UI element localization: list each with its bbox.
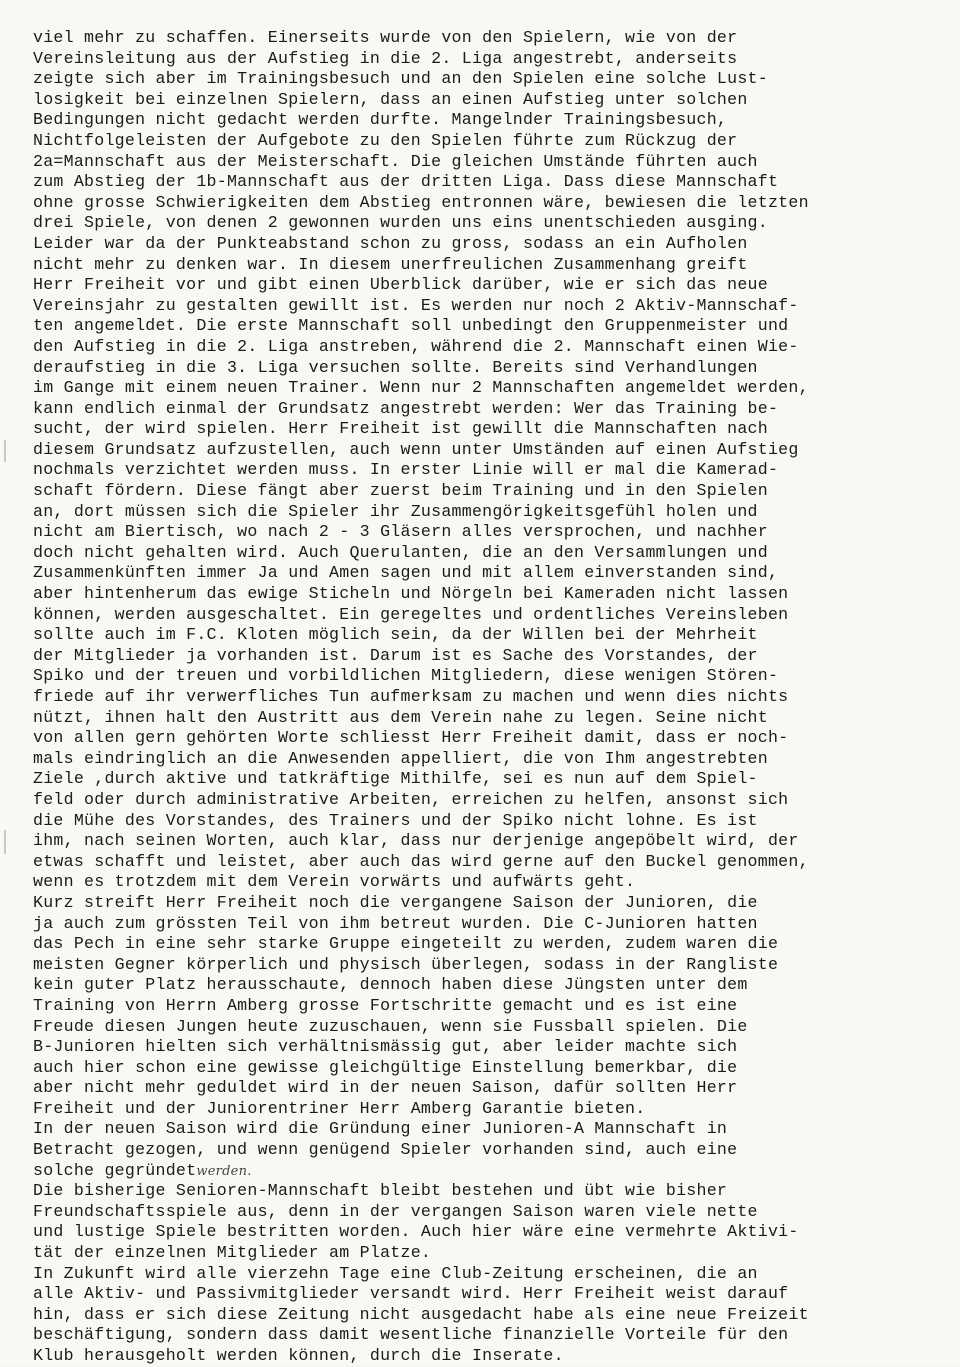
text-line-content: ten angemeldet. Die erste Mannschaft soll unbedingt den Gruppenmeister und: [33, 316, 789, 336]
text-line: [33, 296, 958, 317]
text-line: [33, 90, 958, 111]
text-line-content: nicht am Biertisch, wo nach 2 - 3 Gläsern alles versprochen, und nachher: [33, 522, 768, 542]
text-line-content: Bedingungen nicht gedacht werden durfte. Mangelnder Trainingsbesuch,: [33, 110, 728, 130]
text-line: [33, 440, 958, 461]
text-line: [33, 811, 958, 832]
text-line-content: feld oder durch administrative Arbeiten, erreichen zu helfen, ansonst sich: [33, 789, 789, 809]
text-line: [33, 213, 958, 234]
typewritten-text: [33, 28, 958, 1367]
text-line-content: meisten Gegner körperlich und physisch überlegen, sodass in der Rangliste: [33, 954, 779, 974]
text-line: [33, 358, 958, 379]
text-line: [33, 543, 958, 564]
text-line: [33, 831, 958, 852]
text-line: [33, 1202, 958, 1223]
text-line-content: den Aufstieg in die 2. Liga anstreben, während die 2. Mannschaft einen Wie-: [33, 336, 799, 356]
text-line-content: nochmals verzichtet werden muss. In erster Linie will er mal die Kamerad-: [33, 460, 779, 480]
text-line: [33, 563, 958, 584]
text-line: [33, 337, 958, 358]
text-line-content: und lustige Spiele bestritten worden. Auch hier wäre eine vermehrte Aktivi-: [33, 1222, 799, 1242]
text-line: [33, 749, 958, 770]
text-line-content: viel mehr zu schaffen. Einerseits wurde von den Spielern, wie von der: [33, 28, 738, 47]
text-line-content: In der neuen Saison wird die Gründung einer Junioren-A Mannschaft in: [33, 1119, 728, 1139]
text-line: [33, 666, 958, 687]
text-line: [33, 605, 958, 626]
text-line: [33, 893, 958, 914]
text-line-content: wenn es trotzdem mit dem Verein vorwärts und aufwärts geht.: [33, 872, 636, 892]
text-line: [33, 687, 958, 708]
text-line: [33, 1181, 958, 1202]
text-line: [33, 1099, 958, 1120]
text-line-content: 2a=Mannschaft aus der Meisterschaft. Die gleichen Umstände führten auch: [33, 151, 758, 171]
text-line-content: von allen gern gehörten Worte schliesst Herr Freiheit damit, dass er noch-: [33, 728, 789, 748]
margin-mark: [4, 830, 6, 854]
text-line: [33, 914, 958, 935]
text-line: [33, 625, 958, 646]
text-line: [33, 1243, 958, 1264]
text-line: [33, 708, 958, 729]
text-line: [33, 1264, 958, 1285]
text-line-content: Vereinsleitung aus der Aufstieg in die 2. Liga angestrebt, anderseits: [33, 48, 738, 68]
text-line-content: beschäftigung, sondern dass damit wesentliche finanzielle Vorteile für den: [33, 1325, 789, 1345]
text-line-content: Klub herausgeholt werden können, durch die Inserate.: [33, 1346, 564, 1365]
text-line-content: Training von Herrn Amberg grosse Fortschritte gemacht und es ist eine: [33, 995, 738, 1015]
text-line: [33, 790, 958, 811]
text-line: [33, 131, 958, 152]
text-line: [33, 1119, 958, 1140]
text-line-content: Die bisherige Senioren-Mannschaft bleibt bestehen und übt wie bisher: [33, 1181, 728, 1201]
text-line-content: kann endlich einmal der Grundsatz angestrebt werden: Wer das Training be-: [33, 398, 779, 418]
text-line-content: Freiheit und der Juniorentriner Herr Amberg Garantie bieten.: [33, 1098, 646, 1118]
text-line-content: aber nicht mehr geduldet wird in der neuen Saison, dafür sollten Herr: [33, 1078, 738, 1098]
text-line: [33, 110, 958, 131]
text-line: [33, 996, 958, 1017]
text-line-content: ohne grosse Schwierigkeiten dem Abstieg entronnen wäre, bewiesen die letzten: [33, 192, 809, 212]
text-line-content: im Gange mit einem neuen Trainer. Wenn nur 2 Mannschaften angemeldet werden,: [33, 378, 809, 398]
text-line-content: Betracht gezogen, und wenn genügend Spieler vorhanden sind, auch eine: [33, 1140, 738, 1160]
text-line: [33, 1037, 958, 1058]
text-line: [33, 522, 958, 543]
text-line: [33, 1325, 958, 1346]
text-line: [33, 28, 958, 49]
text-line-content: alle Aktiv- und Passivmitglieder versandt wird. Herr Freiheit weist darauf: [33, 1284, 789, 1304]
text-line: [33, 1222, 958, 1243]
text-line-content: die Mühe des Vorstandes, des Trainers und der Spiko nicht lohne. Es ist: [33, 810, 758, 830]
handwritten-insert: werden.: [196, 1163, 252, 1179]
text-line: [33, 1305, 958, 1326]
text-line: [33, 502, 958, 523]
text-line: [33, 1346, 958, 1367]
text-line-content: tät der einzelnen Mitglieder am Platze.: [33, 1243, 432, 1263]
text-line-content: Spiko und der treuen und vorbildlichen Mitgliedern, diese wenigen Stören-: [33, 666, 779, 686]
text-line-content: Freundschaftsspiele aus, denn in der vergangen Saison waren viele nette: [33, 1201, 758, 1221]
text-line: [33, 193, 958, 214]
text-line-content: an, dort müssen sich die Spieler ihr Zusammengörigkeitsgefühl holen und: [33, 501, 758, 521]
text-line-content: auch hier schon eine gewisse gleichgültige Einstellung bemerkbar, die: [33, 1057, 738, 1077]
text-line: [33, 769, 958, 790]
text-line-content: der Mitglieder ja vorhanden ist. Darum ist es Sache des Vorstandes, der: [33, 645, 758, 665]
text-line-content: zum Abstieg der 1b-Mannschaft aus der dritten Liga. Dass diese Mannschaft: [33, 172, 779, 192]
text-line: [33, 49, 958, 70]
text-line-content: nützt, ihnen halt den Austritt aus dem Verein nahe zu legen. Seine nicht: [33, 707, 768, 727]
text-line-content: Nichtfolgeleisten der Aufgebote zu den Spielen führte zum Rückzug der: [33, 130, 738, 150]
margin-mark: [4, 440, 6, 462]
text-line-content: mals eindringlich an die Anwesenden appelliert, die von Ihm angestrebten: [33, 748, 768, 768]
text-line-content: aber hintenherum das ewige Sticheln und Nörgeln bei Kameraden nicht lassen: [33, 584, 789, 604]
text-line: [33, 852, 958, 873]
text-line-content: sollte auch im F.C. Kloten möglich sein, da der Willen bei der Mehrheit: [33, 625, 758, 645]
text-line-content: In Zukunft wird alle vierzehn Tage eine Club-Zeitung erscheinen, die an: [33, 1263, 758, 1283]
text-line-content: kein guter Platz herausschaute, dennoch haben diese Jüngsten unter dem: [33, 975, 748, 995]
text-line-content: Ziele ,durch aktive und tatkräftige Mithilfe, sei es nun auf dem Spiel-: [33, 769, 758, 789]
text-line: [33, 955, 958, 976]
text-line-content: nicht mehr zu denken war. In diesem unerfreulichen Zusammenhang greift: [33, 254, 748, 274]
text-line-content: sucht, der wird spielen. Herr Freiheit ist gewillt die Mannschaften nach: [33, 419, 768, 439]
text-line: [33, 234, 958, 255]
text-line-content: Herr Freiheit vor und gibt einen Uberblick darüber, wie er sich das neue: [33, 275, 768, 295]
text-line: [33, 1058, 958, 1079]
text-line: [33, 152, 958, 173]
text-line: [33, 1140, 958, 1161]
text-line: [33, 872, 958, 893]
text-line: [33, 316, 958, 337]
text-line: [33, 255, 958, 276]
text-line: [33, 646, 958, 667]
text-line-content: Zusammenkünften immer Ja und Amen sagen und mit allem einverstanden sind,: [33, 563, 779, 583]
text-line-content: Freude diesen Jungen heute zuzuschauen, wenn sie Fussball spielen. Die: [33, 1016, 748, 1036]
text-line-content: doch nicht gehalten wird. Auch Querulanten, die an den Versammlungen und: [33, 542, 768, 562]
text-line: [33, 460, 958, 481]
text-line: [33, 172, 958, 193]
text-line-content: Leider war da der Punkteabstand schon zu gross, sodass an ein Aufholen: [33, 233, 748, 253]
text-line: [33, 275, 958, 296]
text-line-content: diesem Grundsatz aufzustellen, auch wenn unter Umständen auf einen Aufstieg: [33, 439, 799, 459]
text-line-content: Kurz streift Herr Freiheit noch die vergangene Saison der Junioren, die: [33, 892, 758, 912]
text-line: [33, 399, 958, 420]
text-line: [33, 481, 958, 502]
text-line-content: etwas schafft und leistet, aber auch das wird gerne auf den Buckel genommen,: [33, 851, 809, 871]
text-line-content: B-Junioren hielten sich verhältnismässig gut, aber leider machte sich: [33, 1037, 738, 1057]
text-line-content: losigkeit bei einzelnen Spielern, dass an einen Aufstieg unter solchen: [33, 89, 748, 109]
text-line: [33, 1284, 958, 1305]
text-line: [33, 419, 958, 440]
text-line: [33, 728, 958, 749]
text-line-content: können, werden ausgeschaltet. Ein geregeltes und ordentliches Vereinsleben: [33, 604, 789, 624]
text-line-content: ja auch zum grössten Teil von ihm betreut wurden. Die C-Junioren hatten: [33, 913, 758, 933]
text-line: [33, 1161, 958, 1182]
text-line-content: Vereinsjahr zu gestalten gewillt ist. Es werden nur noch 2 Aktiv-Mannschaf-: [33, 295, 799, 315]
text-line-content: schaft fördern. Diese fängt aber zuerst beim Training und in den Spielen: [33, 481, 768, 501]
text-line-content: friede auf ihr verwerfliches Tun aufmerksam zu machen und wenn dies nichts: [33, 687, 789, 706]
text-line: [33, 934, 958, 955]
text-line-content: ihm, nach seinen Worten, auch klar, dass nur derjenige angepöbelt wird, der: [33, 831, 799, 851]
text-line-content: deraufstieg in die 3. Liga versuchen sollte. Bereits sind Verhandlungen: [33, 357, 758, 377]
text-line-content: das Pech in eine sehr starke Gruppe eingeteilt zu werden, zudem waren die: [33, 934, 779, 954]
text-line: [33, 1017, 958, 1038]
text-line: [33, 69, 958, 90]
text-line-content: hin, dass er sich diese Zeitung nicht ausgedacht habe als eine neue Freizeit: [33, 1304, 809, 1324]
text-line-content: zeigte sich aber im Trainingsbesuch und an den Spielen eine solche Lust-: [33, 69, 768, 89]
text-line: [33, 378, 958, 399]
text-line: [33, 1078, 958, 1099]
text-line: [33, 584, 958, 605]
text-line-content: solche gegründet: [33, 1160, 197, 1180]
text-line-content: drei Spiele, von denen 2 gewonnen wurden uns eins unentschieden ausging.: [33, 213, 768, 233]
text-line: [33, 975, 958, 996]
